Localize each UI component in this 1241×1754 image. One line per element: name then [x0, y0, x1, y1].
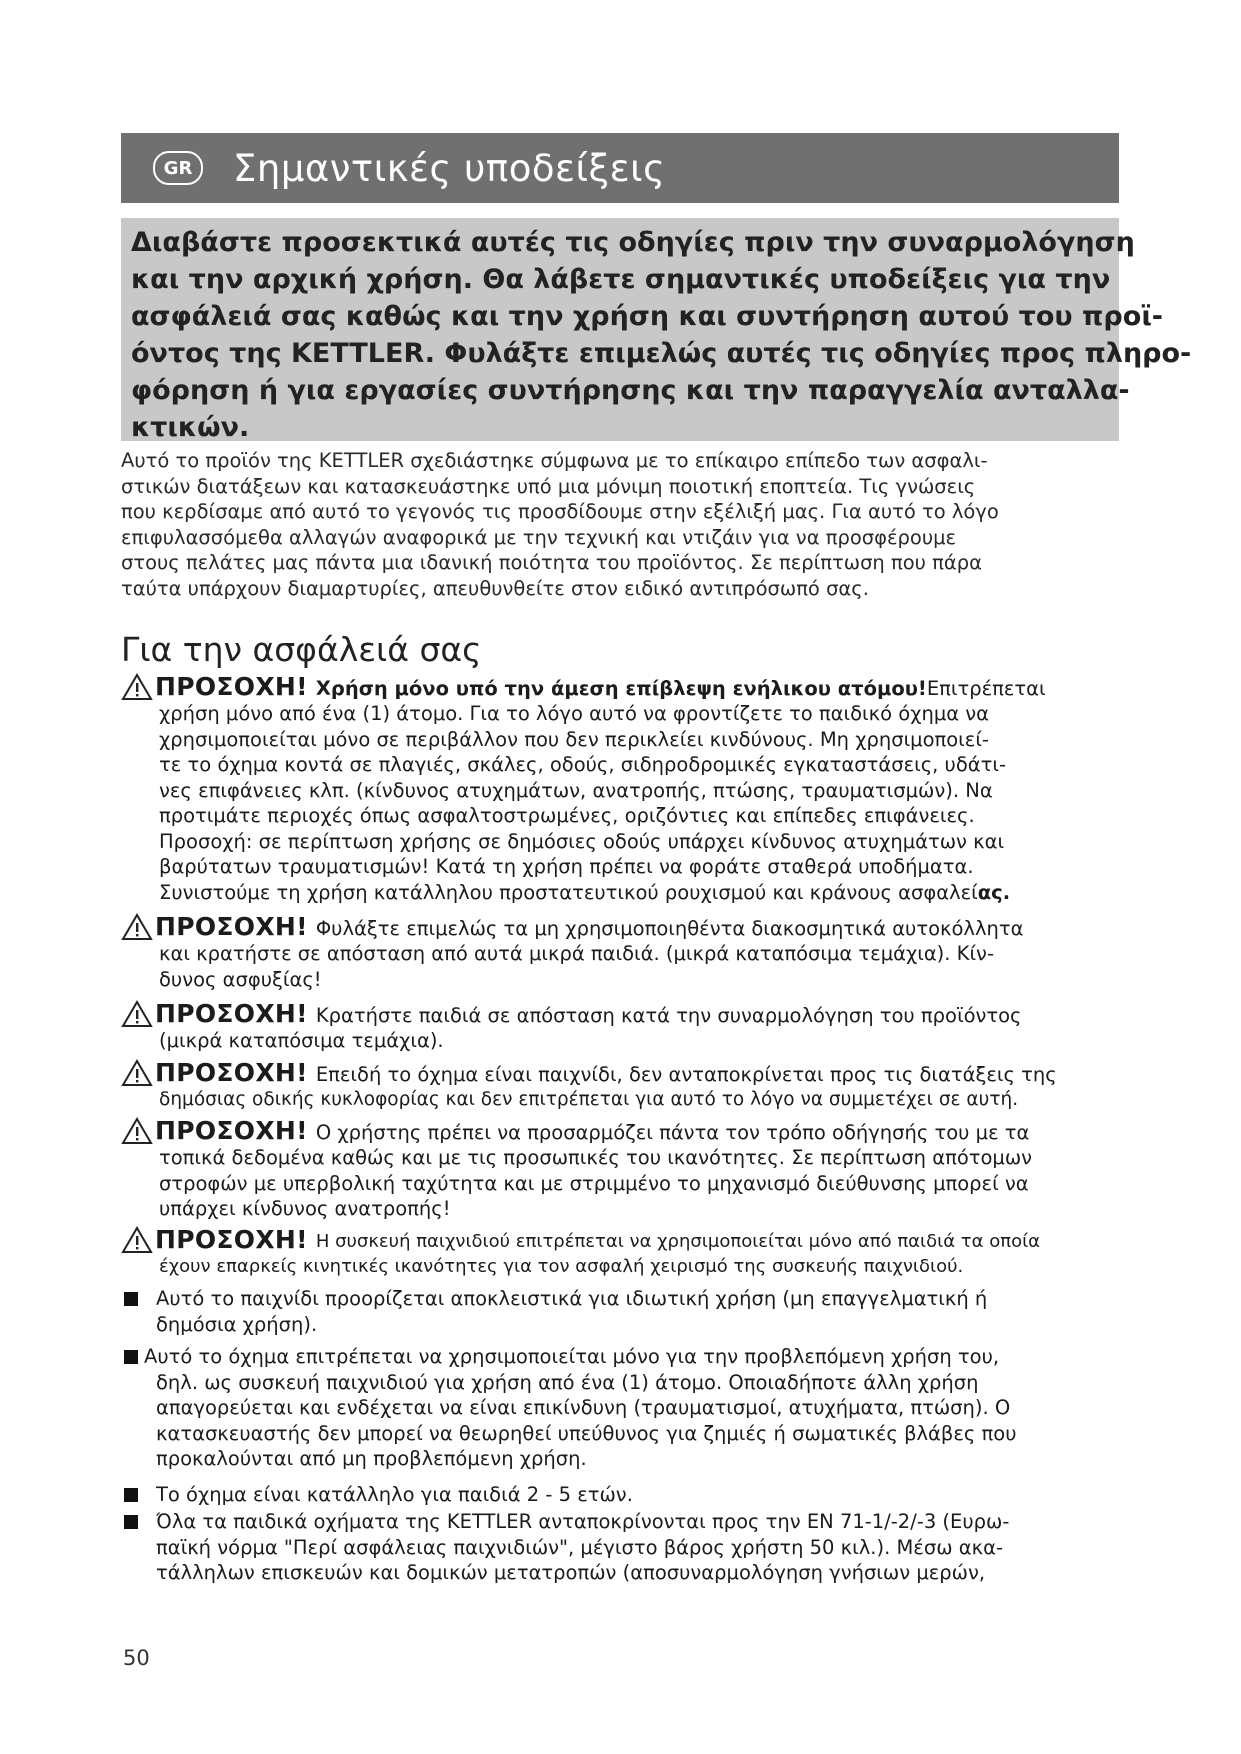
list-item-line: κατασκευαστής δεν μπορεί να θεωρηθεί υπεύθυνος για ζημιές ή σωματικές βλάβες που — [156, 1421, 1017, 1445]
paragraph-line: στικών διατάξεων και κατασκευάστηκε υπό μια μόνιμη ποιοτική εποπτεία. Τις γνώσεις — [121, 474, 976, 498]
warning-block — [121, 1226, 1131, 1280]
square-bullet-icon — [124, 1488, 138, 1502]
warning-line: και κρατήστε σε απόσταση από αυτά μικρά παιδιά. (μικρά καταπόσιμα τεμάχια). Κίν- — [159, 942, 994, 965]
warning-block — [121, 673, 1131, 905]
warning-line: υπάρχει κίνδυνος ανατροπής! — [159, 1197, 451, 1220]
warning-line: (μικρά καταπόσιμα τεμάχια). — [159, 1029, 444, 1052]
warning-line: δημόσιας οδικής κυκλοφορίας και δεν επιτρέπεται για αυτό το λόγο να συμμετέχει σε αυτή. — [159, 1089, 1019, 1110]
warning-block — [121, 1059, 1131, 1113]
warning-line: χρησιμοποιείται μόνο σε περιβάλλον που δεν περικλείει κινδύνους. Μη χρησιμοποιεί- — [159, 727, 989, 751]
language-badge: GR — [153, 151, 203, 185]
page-title: Σημαντικές υποδείξεις — [233, 146, 666, 190]
warning-triangle-icon — [121, 1226, 153, 1254]
warning-line: τοπικά δεδομένα καθώς και με τις προσωπικές του ικανότητες. Σε περίπτωση απότομων — [159, 1146, 1033, 1169]
warning-label: ΠΡΟΣΟΧΗ! — [155, 999, 308, 1028]
warning-line: προτιμάτε περιοχές όπως ασφαλτοστρωμένες, οριζόντιες και επίπεδες επιφάνειες. — [159, 804, 975, 827]
warning-label: ΠΡΟΣΟΧΗ! — [155, 1225, 308, 1254]
intro-line: Διαβάστε προσεκτικά αυτές τις οδηγίες πριν την συναρμολόγηση — [131, 227, 1135, 258]
intro-line: ασφάλειά σας καθώς και την χρήση και συντήρηση αυτού του προϊ- — [131, 301, 1163, 332]
list-item-text: Το όχημα είναι κατάλληλο για παιδιά 2 - 5 ετών. — [156, 1483, 633, 1506]
warning-text: Επειδή το όχημα είναι παιχνίδι, δεν ανταποκρίνεται προς τις διατάξεις της — [315, 1062, 1057, 1086]
paragraph-line: Αυτό το προϊόν της KETTLER σχεδιάστηκε σύμφωνα με το επίκαιρο επίπεδο των ασφαλι- — [121, 449, 988, 472]
list-item-line: τάλληλων επισκευών και δομικών μετατροπών (αποσυναρμολόγηση γνήσιων μερών, — [156, 1561, 986, 1584]
list-item-line: προκαλούνται από μη προβλεπόμενη χρήση. — [156, 1447, 587, 1470]
warning-triangle-icon — [121, 673, 153, 701]
warning-line: τε το όχημα κοντά σε πλαγιές, σκάλες, οδούς, σιδηροδρομικές εγκαταστάσεις, υδάτι- — [159, 753, 1006, 776]
warning-line: νες επιφάνειες κλπ. (κίνδυνος ατυχημάτων, ανατροπής, πτώσης, τραυματισμών). Να — [159, 778, 993, 802]
warning-block — [121, 1000, 1131, 1054]
page-number: 50 — [123, 1646, 150, 1670]
list-item-text: Αυτό το όχημα επιτρέπεται να χρησιμοποιείται μόνο για την προβλεπόμενη χρήση του, — [144, 1345, 1000, 1368]
intro-line: φόρηση ή για εργασίες συντήρησης και την παραγγελία ανταλλα- — [131, 375, 1130, 406]
warning-line — [121, 880, 1131, 906]
warning-text: Επιτρέπεται — [926, 676, 1046, 700]
warning-line: βαρύτατων τραυματισμών! Κατά τη χρήση πρέπει να φοράτε σταθερά υποδήματα. — [159, 855, 974, 878]
intro-line: όντος της KETTLER. Φυλάξτε επιμελώς αυτές τις οδηγίες προς πληρο- — [131, 338, 1192, 369]
list-item-text: Αυτό το παιχνίδι προορίζεται αποκλειστικά για ιδιωτική χρήση (μη επαγγελματική ή — [156, 1287, 988, 1310]
header-bar — [121, 133, 1119, 203]
list-item-text: Όλα τα παιδικά οχήματα της KETTLER ανταποκρίνονται προς την EN 71-1/-2/-3 (Ευρω- — [156, 1510, 1010, 1533]
warning-block — [121, 913, 1131, 992]
warning-line: δυνος ασφυξίας! — [159, 967, 322, 991]
warning-emphasis: Χρήση μόνο υπό την άμεση επίβλεψη ενήλικου ατόμου! — [315, 676, 927, 700]
list-item-line: δηλ. ως συσκευή παιχνιδιού για χρήση από ένα (1) άτομο. Οποιαδήποτε άλλη χρήση — [156, 1370, 979, 1394]
warning-triangle-icon — [121, 1117, 153, 1145]
warning-block — [121, 1117, 1131, 1222]
warning-line-bold: ας. — [977, 880, 1011, 904]
safety-heading: Για την ασφάλειά σας — [121, 630, 482, 669]
warning-triangle-icon — [121, 1059, 153, 1087]
intro-notice — [121, 218, 1192, 443]
paragraph-line: επιφυλασσόμεθα αλλαγών αναφορικά με την τεχνική και ντιζάιν για να προσφέρουμε — [121, 525, 957, 549]
square-bullet-icon — [124, 1350, 138, 1364]
list-item-line: απαγορεύεται και ενδέχεται να είναι επικίνδυνη (τραυματισμοί, ατυχήματα, πτώση). Ο — [156, 1396, 1011, 1419]
paragraph-line: ταύτα υπάρχουν διαμαρτυρίες, απευθυνθείτε στον ειδικό αντιπρόσωπό σας. — [121, 576, 869, 600]
product-paragraph — [121, 448, 1121, 601]
square-bullet-icon — [124, 1515, 138, 1529]
warning-line: χρήση μόνο από ένα (1) άτομο. Για το λόγο αυτό να φροντίζετε το παιδικό όχημα να — [159, 702, 990, 725]
warning-triangle-icon — [121, 913, 153, 941]
warning-line: στροφών με υπερβολική ταχύτητα και με στριμμένο το μηχανισμό διεύθυνσης μπορεί να — [159, 1171, 1029, 1195]
list-item — [124, 1344, 1134, 1472]
list-item — [124, 1286, 1134, 1337]
warning-line-text: Συνιστούμε τη χρήση κατάλληλου προστατευτικού ρουχισμού και κράνους ασφαλεί — [159, 880, 978, 904]
warning-label: ΠΡΟΣΟΧΗ! — [155, 912, 308, 941]
warning-label: ΠΡΟΣΟΧΗ! — [155, 672, 308, 701]
list-item — [124, 1509, 1134, 1586]
warning-text: Ο χρήστης πρέπει να προσαρμόζει πάντα τον τρόπο οδήγησής του με τα — [315, 1120, 1030, 1144]
paragraph-line: στους πελάτες μας πάντα μια ιδανική ποιότητα του προϊόντος. Σε περίπτωση που πάρα — [121, 551, 982, 574]
warning-text: Κρατήστε παιδιά σε απόσταση κατά την συναρμολόγηση του προϊόντος — [315, 1003, 1022, 1027]
intro-line: και την αρχική χρήση. Θα λάβετε σημαντικές υποδείξεις για την — [131, 264, 1111, 295]
list-item-line: παϊκή νόρμα "Περί ασφάλειας παιχνιδιών", μέγιστο βάρος χρήστη 50 κιλ.). Μέσω ακα- — [156, 1535, 1003, 1559]
warning-line: έχουν επαρκείς κινητικές ικανότητες για τον ασφαλή χειρισμό της συσκευής παιχνιδιού. — [159, 1256, 964, 1277]
list-item-line: δημόσια χρήση). — [156, 1312, 318, 1336]
warning-label: ΠΡΟΣΟΧΗ! — [155, 1058, 308, 1087]
warning-line: Προσοχή: σε περίπτωση χρήσης σε δημόσιες οδούς υπάρχει κίνδυνος ατυχημάτων και — [159, 829, 1005, 853]
paragraph-line: που κερδίσαμε από αυτό το γεγονός τις προσδίδουμε στην εξέλιξή μας. Για αυτό το λόγο — [121, 500, 999, 523]
intro-line: κτικών. — [131, 412, 250, 443]
list-item — [124, 1482, 1134, 1508]
warning-text: Φυλάξτε επιμελώς τα μη χρησιμοποιηθέντα διακοσμητικά αυτοκόλλητα — [315, 916, 1024, 940]
warning-label: ΠΡΟΣΟΧΗ! — [155, 1116, 308, 1145]
warning-text: Η συσκευή παιχνιδιού επιτρέπεται να χρησιμοποιείται μόνο από παιδιά τα οποία — [315, 1230, 1041, 1252]
square-bullet-icon — [124, 1292, 138, 1306]
warning-triangle-icon — [121, 1000, 153, 1028]
